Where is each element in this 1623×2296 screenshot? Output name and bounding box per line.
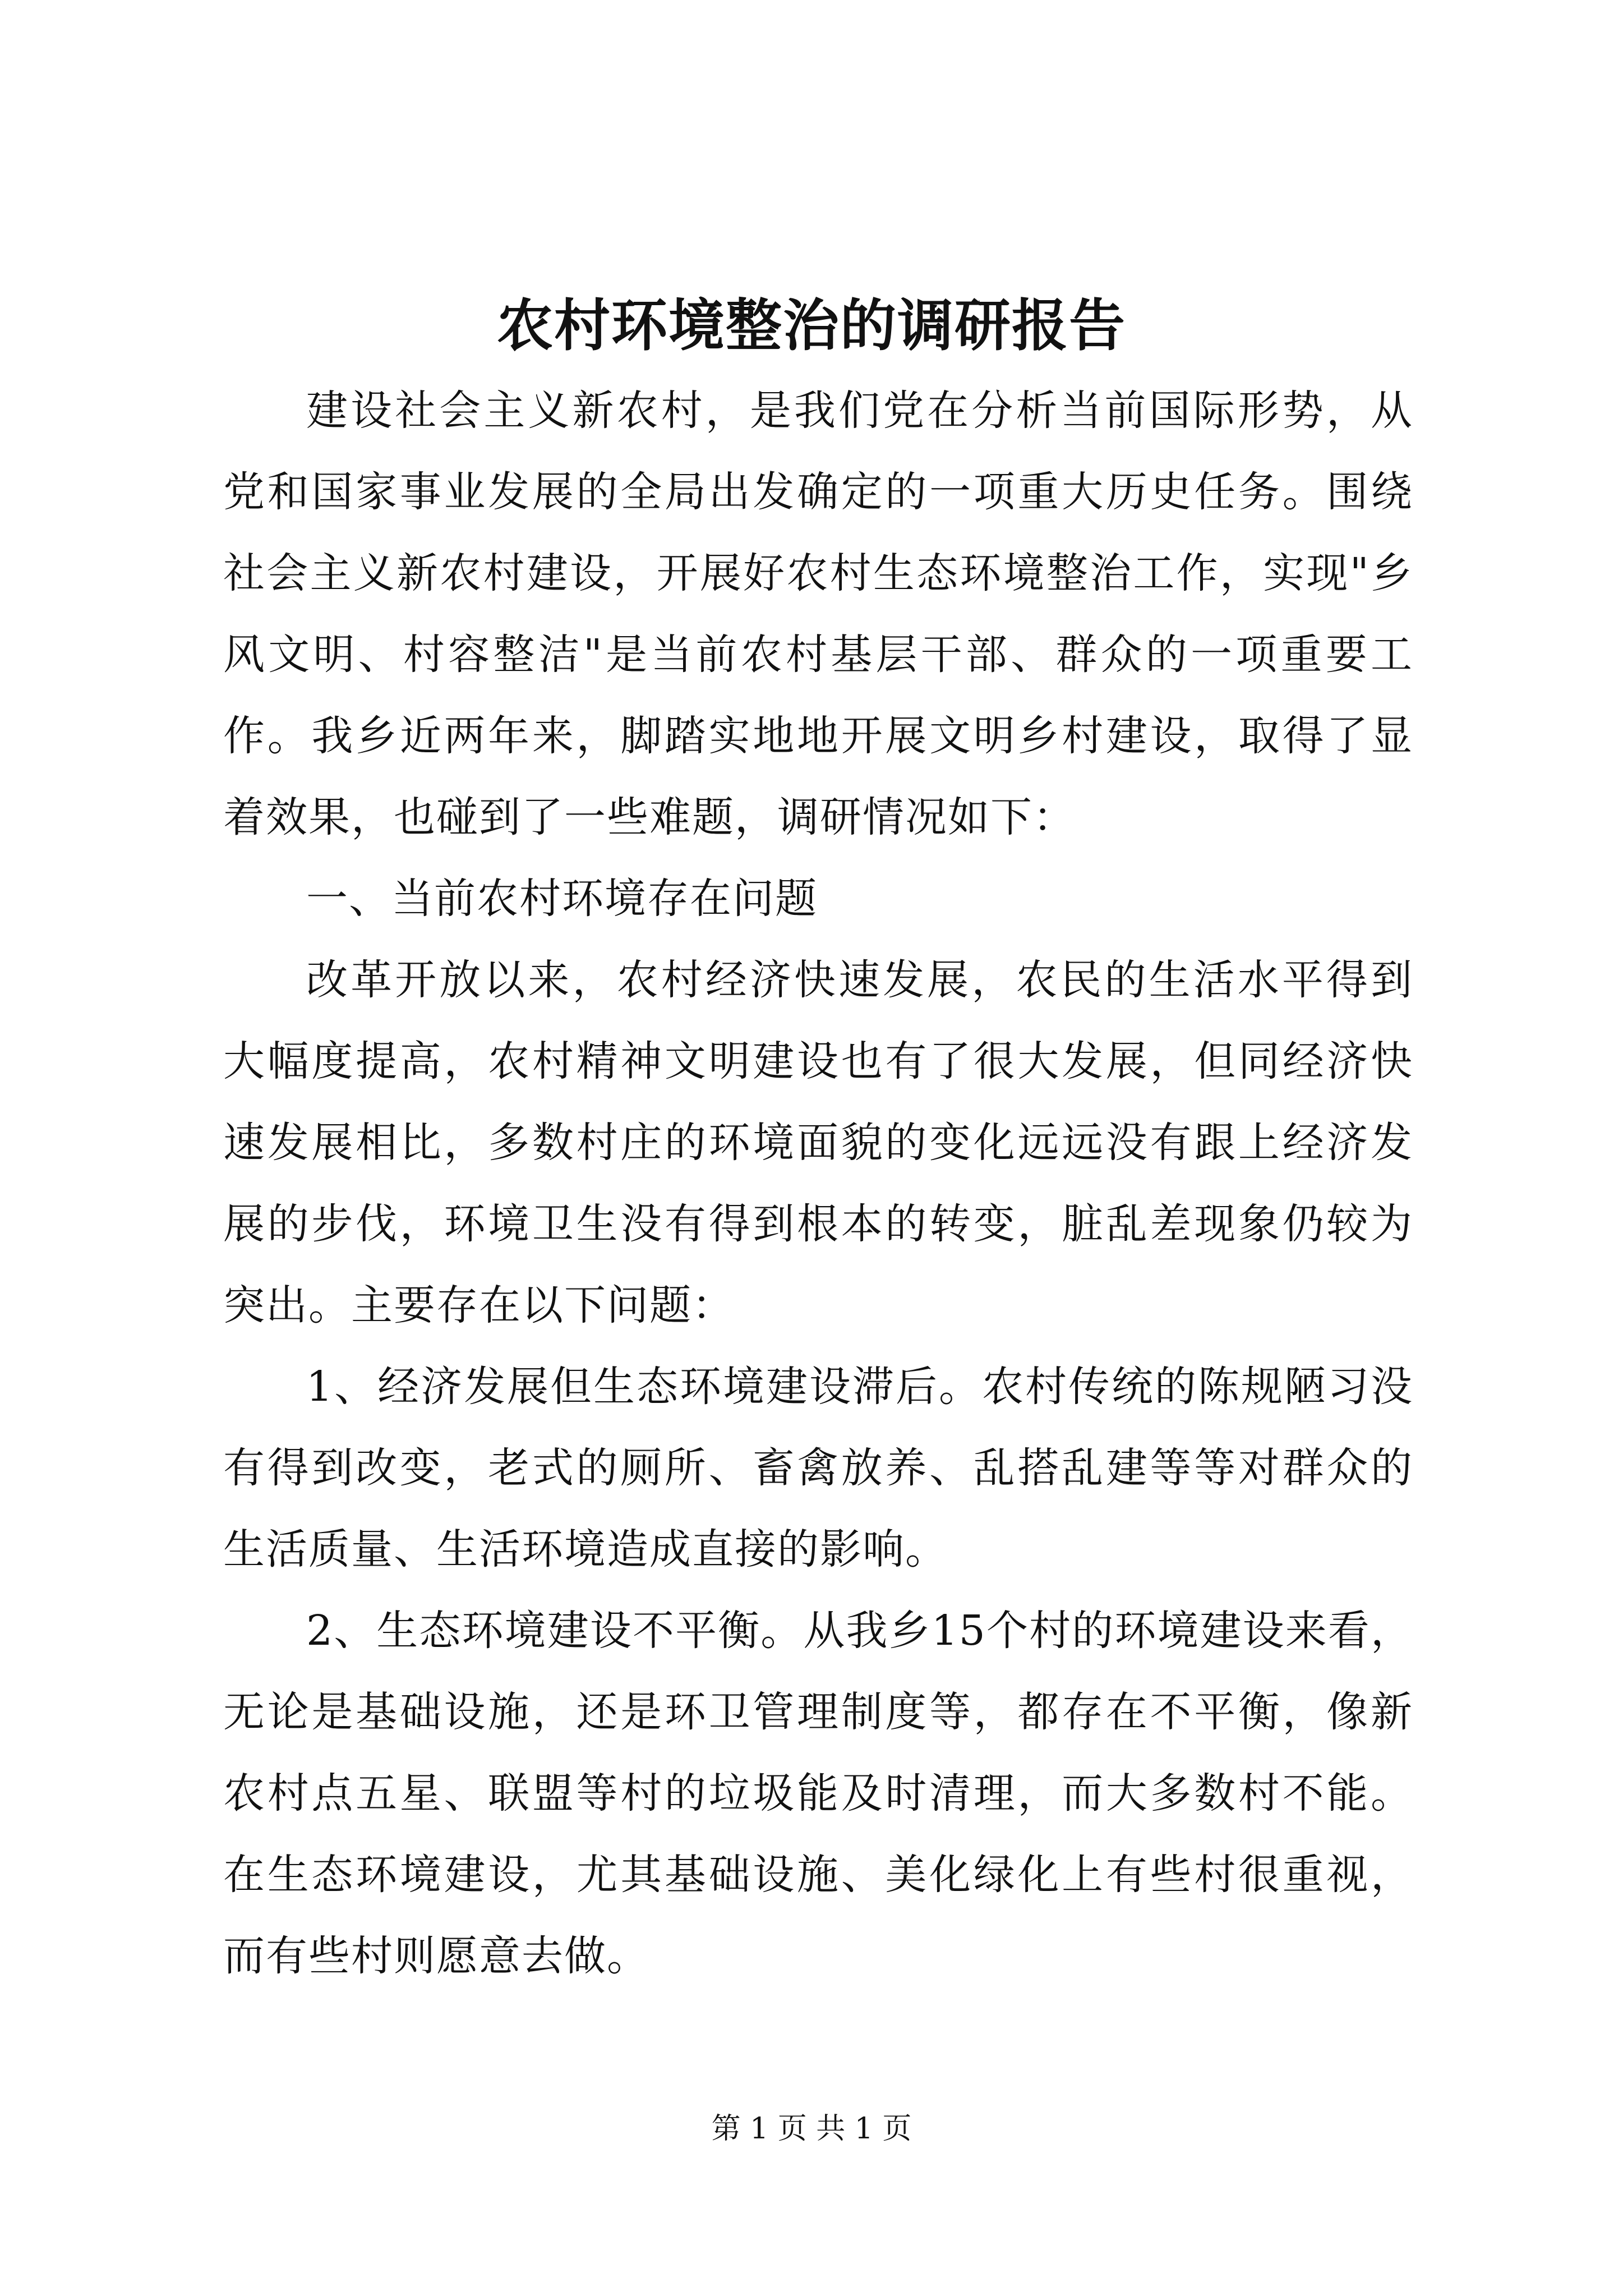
document-body — [223, 370, 1413, 1997]
page-number-footer: 第 1 页 共 1 页 — [711, 2112, 912, 2146]
paragraph-item-2: 2、生态环境建设不平衡。从我乡15个村的环境建设来看，无论是基础设施，还是环卫管理制度等，都存在不平衡，像新农村点五星、联盟等村的垃圾能及时清理，而大多数村不能。在生态环境建设，尤其基础设施、美化绿化上有些村很重视，而有些村则愿意去做。 — [223, 1607, 1413, 1980]
document-title: 农村环境整治的调研报告 — [497, 292, 1126, 358]
section-heading-1: 一、当前农村环境存在问题 — [306, 875, 818, 923]
paragraph-item-1: 1、经济发展但生态环境建设滞后。农村传统的陈规陋习没有得到改变，老式的厕所、畜禽放养、乱搭乱建等等对群众的生活质量、生活环境造成直接的影响。 — [223, 1363, 1413, 1573]
paragraph-intro: 建设社会主义新农村，是我们党在分析当前国际形势，从党和国家事业发展的全局出发确定的一项重大历史任务。围绕社会主义新农村建设，开展好农村生态环境整治工作，实现"乡风文明、村容整洁"是当前农村基层干部、群众的一项重要工作。我乡近两年来，脚踏实地地开展文明乡村建设，取得了显着效果，也碰到了一些难题，调研情况如下： — [223, 386, 1413, 841]
paragraph-section-1: 改革开放以来，农村经济快速发展，农民的生活水平得到大幅度提高，农村精神文明建设也有了很大发展，但同经济快速发展相比，多数村庄的环境面貌的变化远远没有跟上经济发展的步伐，环境卫生没有得到根本的转变，脏乱差现象仍较为突出。主要存在以下问题： — [223, 956, 1413, 1329]
